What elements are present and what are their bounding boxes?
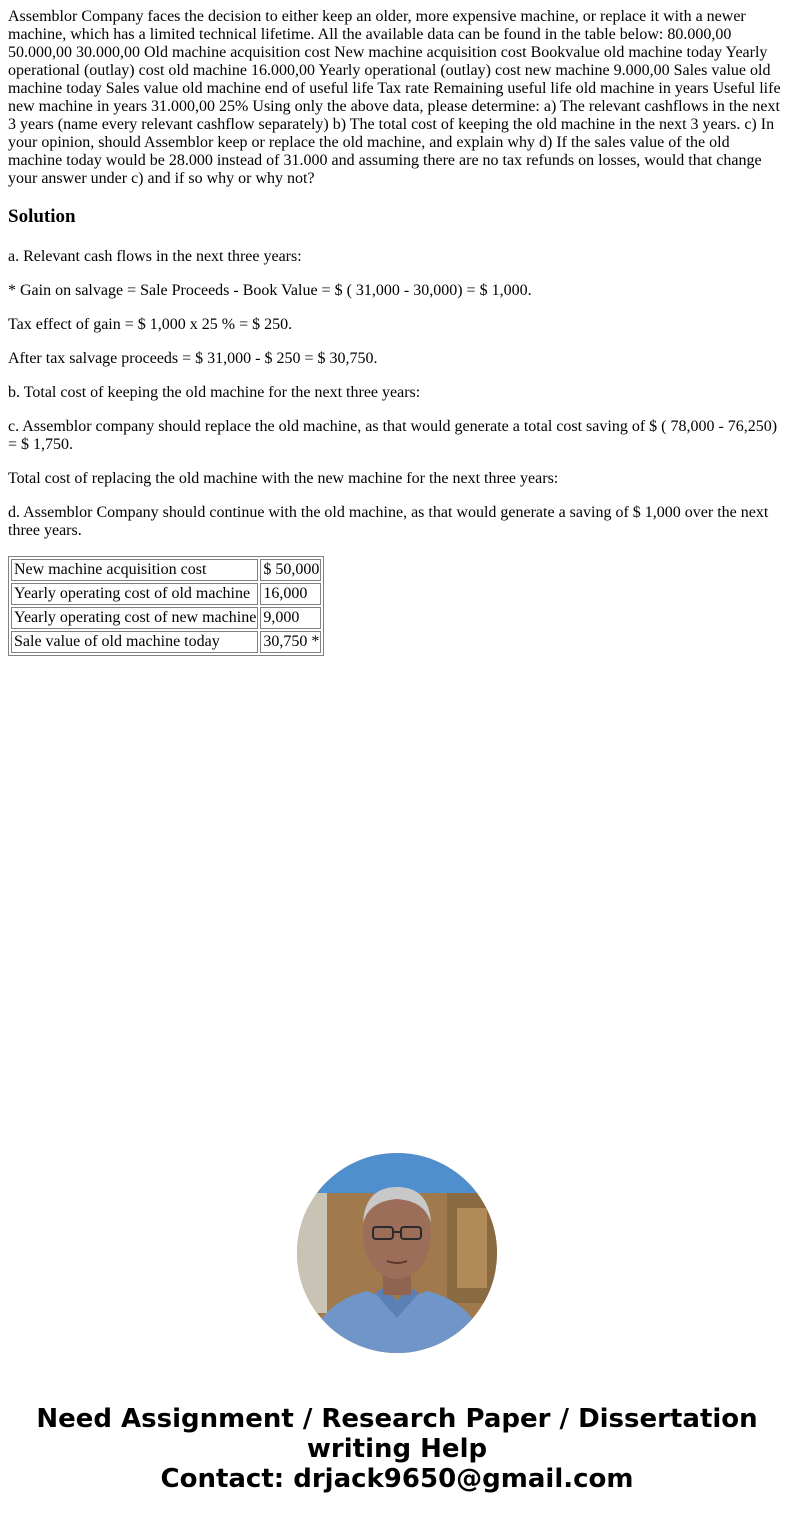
solution-paragraph-a: a. Relevant cash flows in the next three years: (8, 248, 302, 265)
solution-paragraph-replace: Total cost of replacing the old machine with the new machine for the next three years: (8, 470, 559, 487)
solution-paragraph-gain: * Gain on salvage = Sale Proceeds - Book Value = $ ( 31,000 - 30,000) = $ 1,000. (8, 282, 532, 299)
table-cell-value: 16,000 (260, 583, 321, 605)
solution-heading: Solution (8, 206, 76, 227)
solution-paragraph-b: b. Total cost of keeping the old machine for the next three years: (8, 384, 421, 401)
cost-table (8, 556, 324, 656)
table-row (11, 559, 321, 581)
page-content (0, 0, 794, 656)
table-row (11, 631, 321, 653)
footer-contact: Contact: drjack9650@gmail.com (160, 1464, 634, 1494)
table-row (11, 607, 321, 629)
table-row (11, 583, 321, 605)
table-cell-label: New machine acquisition cost (11, 559, 258, 581)
author-avatar (297, 1153, 497, 1353)
table-cell-label: Yearly operating cost of old machine (11, 583, 258, 605)
footer-banner (0, 1404, 794, 1494)
footer-line-2: writing Help (306, 1434, 488, 1464)
solution-paragraph-c: c. Assemblor company should replace the old machine, as that would generate a total cost saving of $ ( 78,000 - 76,250) = $ 1,750. (8, 418, 778, 453)
solution-paragraph-after-tax: After tax salvage proceeds = $ 31,000 - $ 250 = $ 30,750. (8, 350, 378, 367)
table-cell-label: Yearly operating cost of new machine (11, 607, 258, 629)
question-text: Assemblor Company faces the decision to either keep an older, more expensive machine, or replace it with a newer machine, which has a limited technical lifetime. All the available data can be found in the table below: 80.000,00 50.000,00 30.000,00 Old machine acquisition cost New machine acquisition cost Bookvalue old machine today Yearly operational (outlay) cost old machine 16.000,00 Yearly operational (outlay) cost new machine 9.000,00 Sales value old machine today Sales value old machine end of useful life Tax rate Remaining useful life old machine in years Useful life new machine in years 31.000,00 25% Using only the above data, please determine: a) The relevant cashflows in the next 3 years (name every relevant cashflow separately) b) The total cost of keeping the old machine in the next 3 years. c) In your opinion, should Assemblor keep or replace the old machine, and explain why d) If the sales value of the old machine today would be 28.000 instead of 31.000 and assuming there are no tax refunds on losses, would that change your answer under c) and if so why or why not? (8, 8, 781, 187)
table-cell-value: 30,750 * (260, 631, 321, 653)
avatar-portrait (297, 1153, 497, 1353)
table-cell-value: $ 50,000 (260, 559, 321, 581)
solution-paragraph-d: d. Assemblor Company should continue with the old machine, as that would generate a saving of $ 1,000 over the next three years. (8, 504, 769, 539)
table-cell-value: 9,000 (260, 607, 321, 629)
solution-paragraph-tax: Tax effect of gain = $ 1,000 x 25 % = $ 250. (8, 316, 293, 333)
table-cell-label: Sale value of old machine today (11, 631, 258, 653)
footer-line-1: Need Assignment / Research Paper / Dissertation (36, 1404, 758, 1434)
